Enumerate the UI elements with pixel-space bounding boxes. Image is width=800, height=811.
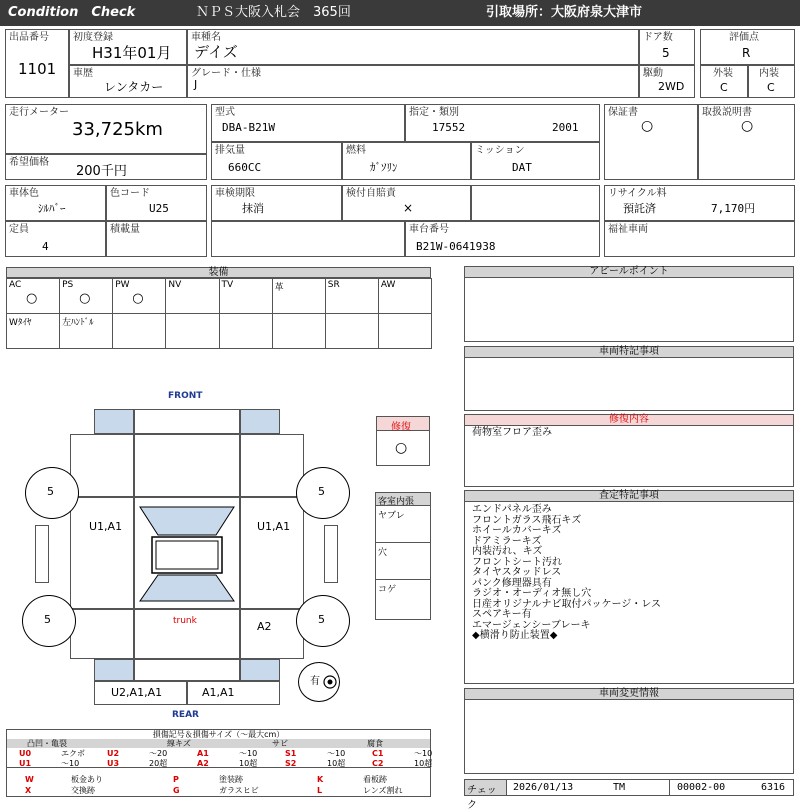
mission-label: ミッション — [475, 145, 525, 156]
change-info-title: 車両変更情報 — [599, 688, 659, 699]
equipment-cell — [325, 278, 379, 314]
equipment-title: 装備 — [208, 267, 229, 278]
tire-rear-right-value: 5 — [318, 613, 325, 626]
lot-number-cell — [5, 29, 69, 98]
first-registration-value: H31年01月 — [92, 44, 172, 62]
panel-trunk — [134, 609, 240, 659]
equipment-cell — [378, 278, 432, 314]
insurance-value: × — [403, 201, 414, 215]
cabin-item-burn-label: コゲ — [378, 585, 397, 595]
legend-code: U3 — [107, 759, 120, 768]
mission-value: DAT — [512, 161, 532, 174]
equipment-grid — [6, 278, 431, 348]
panel-rear-center — [134, 659, 240, 681]
blank-cell-chassis-left — [211, 221, 405, 257]
designation-label: 指定・類別 — [409, 107, 459, 118]
equipment-label: PW — [115, 280, 130, 290]
tire-front-left-value: 5 — [47, 485, 54, 498]
equipment-value: ○ — [132, 291, 144, 306]
displacement-value: 660CC — [228, 161, 262, 174]
panel-front-right-fender — [240, 434, 304, 497]
inspection-note-line: フロントシート汚れ — [472, 556, 562, 568]
tire-rear-right — [296, 595, 350, 647]
vehicle-notes-box — [464, 346, 794, 411]
model-type-label: 型式 — [215, 107, 235, 118]
inspection-note-line: エマージェンシーブレーキ — [472, 619, 591, 631]
legend-row-3 — [7, 774, 430, 784]
repair-content-title: 修復内容 — [609, 414, 649, 425]
legend-text: 看板跡 — [363, 775, 387, 784]
legend-text: ～10 — [61, 759, 80, 768]
rear-bumper-left-damage: U2,A1,A1 — [111, 686, 163, 699]
equipment-cell — [272, 313, 326, 349]
legend-group-label: サビ — [272, 739, 288, 748]
legend-group-label: 線キズ — [167, 739, 191, 748]
check-date: 2026/01/13 — [513, 782, 574, 793]
color-code-cell — [106, 185, 207, 221]
history-label: 車歴 — [73, 68, 93, 79]
drive-cell — [639, 65, 695, 98]
repair-content-header — [465, 415, 793, 426]
legend-group-label: 凸凹・亀裂 — [27, 739, 67, 748]
odometer-cell — [5, 104, 207, 154]
cabin-glass — [134, 497, 240, 609]
right-mirror — [324, 525, 338, 583]
drive-label: 駆動 — [643, 68, 663, 79]
model-name-cell — [187, 29, 639, 65]
inspection-expiry-label: 車検期限 — [215, 188, 255, 199]
panel-rear-left-corner — [94, 659, 134, 681]
trunk-label: trunk — [173, 616, 197, 626]
damage-legend — [6, 729, 431, 797]
model-name-value: デイズ — [194, 43, 238, 61]
color-code-label: 色コード — [110, 188, 150, 199]
check-footer — [464, 779, 794, 811]
inspection-expiry-value: 抹消 — [242, 202, 264, 215]
legend-group-label: 腐食 — [367, 739, 383, 748]
left-mirror — [35, 525, 49, 583]
legend-text: 20超 — [149, 759, 168, 768]
change-info-header — [465, 689, 793, 700]
body-color-value: ｼﾙﾊﾞｰ — [38, 202, 66, 215]
inspection-note-line: ラジオ・オーディオ無し穴 — [472, 588, 592, 599]
chassis-number-label: 車台番号 — [409, 224, 449, 235]
first-registration-label: 初度登録 — [73, 32, 113, 43]
warranty-label: 保証書 — [608, 107, 638, 118]
equipment-label: PS — [62, 280, 74, 290]
welfare-vehicle-cell — [604, 221, 795, 257]
legend-text: レンズ割れ — [363, 786, 403, 795]
equipment-cell — [378, 313, 432, 349]
panel-left-doors — [70, 497, 134, 609]
tire-rear-left-value: 5 — [44, 613, 51, 626]
legend-text: エクボ — [61, 749, 85, 758]
inspection-note-line: ホイールカバーキズ — [472, 525, 562, 536]
equipment-label: Wﾀｲﾔ — [9, 318, 32, 328]
equipment-cell — [6, 313, 60, 349]
recycle-fee-value: 7,170円 — [711, 202, 756, 215]
equipment-label: TV — [221, 280, 234, 290]
footer-divider — [669, 780, 670, 795]
legend-group-row — [7, 739, 430, 748]
check-label-cell — [465, 780, 507, 811]
legend-code: P — [173, 775, 179, 784]
legend-code: C2 — [372, 759, 384, 768]
panel-rear-bumper-right — [187, 681, 280, 705]
manual-cell — [698, 104, 795, 180]
auction-title: ＮＰＳ大阪入札会 365回 — [196, 5, 351, 20]
load-capacity-label: 積載量 — [110, 224, 140, 235]
legend-text: 交換跡 — [71, 786, 95, 795]
inspection-notes-title: 査定特記事項 — [599, 490, 659, 501]
grade-cell — [187, 65, 639, 98]
repair-content-box — [464, 414, 794, 487]
panel-rear-right-quarter — [240, 609, 304, 659]
exterior-label: 外装 — [713, 68, 733, 79]
doors-label: ドア数 — [643, 32, 673, 43]
legend-text: 塗装跡 — [219, 775, 243, 784]
legend-row-2 — [7, 758, 433, 768]
warranty-cell — [604, 104, 698, 180]
equipment-label: 左ﾊﾝﾄﾞﾙ — [62, 318, 94, 328]
odometer-label: 走行メーター — [9, 107, 69, 118]
rear-label: REAR — [172, 710, 199, 720]
legend-text: ガラスヒビ — [219, 786, 259, 795]
equipment-label: SR — [327, 280, 340, 290]
panel-cabin — [134, 497, 240, 609]
front-label: FRONT — [168, 391, 203, 401]
check-code: 00002-00 — [677, 782, 726, 793]
panel-rear-left-quarter — [70, 609, 134, 659]
legend-code: S1 — [285, 749, 297, 758]
spare-tire-icon — [323, 675, 337, 689]
cabin-item-burn — [376, 580, 430, 619]
lot-number-value: 1101 — [18, 60, 57, 78]
legend-title: 損傷記号＆損傷サイズ（～最大cm） — [152, 730, 285, 739]
inspection-notes-header — [465, 491, 793, 502]
legend-text: ～10 — [239, 749, 258, 758]
repair-header — [377, 417, 429, 431]
cabin-item-hole-label: 穴 — [378, 548, 388, 558]
inspection-note-line: フロントガラス飛石キズ — [472, 514, 582, 526]
chassis-number-cell — [405, 221, 600, 257]
model-type-value: DBA-B21W — [222, 121, 275, 134]
rear-bumper-right-damage: A1,A1 — [202, 686, 235, 699]
grade-value: J — [194, 78, 198, 91]
legend-title-row — [7, 730, 430, 739]
recycle-fee-label: リサイクル料 — [608, 188, 667, 199]
brand-title: Condition Check — [8, 5, 136, 20]
legend-row-4 — [7, 785, 430, 795]
equipment-label: NV — [168, 280, 182, 290]
appeal-points-header — [465, 267, 793, 278]
legend-code: K — [317, 775, 324, 784]
inspection-note-line: パンク修理器具有 — [472, 577, 552, 589]
legend-code: U2 — [107, 749, 120, 758]
score-cell — [700, 29, 795, 65]
repair-value: ○ — [395, 440, 408, 456]
legend-code: W — [25, 775, 34, 784]
warranty-value: ○ — [641, 118, 654, 134]
manual-value: ○ — [741, 118, 754, 134]
legend-code: U0 — [19, 749, 32, 758]
fuel-label: 燃料 — [346, 145, 366, 156]
cabin-item-tear-label: ヤブレ — [378, 511, 405, 521]
history-value: レンタカー — [104, 80, 164, 94]
pickup-location: 引取場所：大阪府泉大津市 — [486, 5, 643, 20]
equipment-cell — [59, 278, 113, 314]
recycle-status: 預託済 — [623, 202, 656, 215]
legend-text: 10超 — [239, 759, 258, 768]
right-front-damage: U1,A1 — [257, 520, 291, 533]
equipment-cell — [6, 278, 60, 314]
legend-code: U1 — [19, 759, 32, 768]
color-code-value: U25 — [149, 202, 169, 215]
capacity-cell — [5, 221, 106, 257]
inspection-note-line: 内装汚れ、キズ — [472, 546, 543, 557]
panel-front-bumper — [134, 409, 240, 434]
appeal-points-title: アピールポイント — [589, 266, 669, 277]
displacement-cell — [211, 142, 342, 180]
panel-front-left-corner — [94, 409, 134, 434]
rear-right-damage: A2 — [257, 620, 272, 633]
legend-text: ～10 — [327, 749, 346, 758]
inspection-notes-box — [464, 490, 794, 684]
panel-front-left-fender — [70, 434, 134, 497]
legend-text: 10超 — [327, 759, 346, 768]
displacement-label: 排気量 — [215, 145, 245, 156]
manual-label: 取扱説明書 — [702, 107, 752, 118]
designation-value-2: 2001 — [552, 121, 579, 134]
check-staff: TM — [613, 782, 626, 793]
legend-code: L — [317, 786, 323, 795]
left-front-damage: U1,A1 — [89, 520, 123, 533]
legend-code: A1 — [197, 749, 209, 758]
cabin-item-hole — [376, 543, 430, 580]
tire-front-right — [296, 467, 350, 519]
tire-front-left — [25, 467, 79, 519]
repair-content-text: 荷物室フロア歪み — [472, 427, 552, 438]
load-capacity-cell — [106, 221, 207, 257]
welfare-vehicle-label: 福祉車両 — [608, 224, 648, 235]
panel-right-doors — [240, 497, 304, 609]
price-value: 200千円 — [76, 164, 127, 179]
panel-rear-right-corner — [240, 659, 280, 681]
equipment-label: AW — [380, 280, 396, 290]
equipment-cell — [165, 278, 219, 314]
interior-label: 内装 — [759, 68, 779, 79]
insurance-cell — [342, 185, 471, 221]
check-number: 6316 — [761, 782, 786, 793]
inspection-note-line: エンドパネル歪み — [472, 504, 552, 515]
recycle-fee-cell — [604, 185, 795, 221]
inspection-note-line: スペアキー有 — [472, 609, 532, 620]
equipment-cell — [112, 313, 166, 349]
vehicle-notes-title: 車両特記事項 — [599, 346, 659, 357]
model-name-label: 車種名 — [191, 32, 221, 43]
panel-rear-bumper-left — [94, 681, 187, 705]
drive-value: 2WD — [658, 80, 685, 93]
equipment-cell — [272, 278, 326, 314]
score-value: R — [742, 46, 751, 60]
legend-code: X — [25, 786, 32, 795]
cabin-lining-header — [376, 493, 430, 506]
legend-code: A2 — [197, 759, 209, 768]
legend-code: S2 — [285, 759, 297, 768]
inspection-expiry-cell — [211, 185, 342, 221]
equipment-cell — [59, 313, 113, 349]
inspection-note-line: ◆横滑り防止装置◆ — [472, 630, 558, 641]
mission-cell — [471, 142, 600, 180]
designation-value-1: 17552 — [432, 121, 466, 134]
tire-rear-left — [22, 595, 76, 647]
panel-front-right-corner — [240, 409, 280, 434]
equipment-header — [6, 267, 431, 278]
legend-text: ～10 — [414, 749, 433, 758]
capacity-label: 定員 — [9, 224, 29, 235]
tire-front-right-value: 5 — [318, 485, 325, 498]
price-cell — [5, 154, 207, 180]
body-color-cell — [5, 185, 106, 221]
cabin-item-tear — [376, 506, 430, 543]
appeal-points-box — [464, 266, 794, 342]
designation-cell — [405, 104, 600, 142]
doors-cell — [639, 29, 695, 65]
vehicle-notes-header — [465, 347, 793, 358]
exterior-cell — [700, 65, 748, 98]
exterior-value: C — [720, 81, 728, 94]
change-info-box — [464, 688, 794, 774]
cabin-lining-title: 客室内張 — [378, 497, 415, 507]
legend-code: C1 — [372, 749, 384, 758]
first-registration-cell — [69, 29, 187, 65]
repair-title: 修復 — [391, 422, 411, 433]
fuel-value: ｶﾞｿﾘﾝ — [370, 161, 398, 174]
inspection-note-line: 日産オリジナルナビ取付パッケージ・レス — [472, 598, 661, 610]
check-label: チェック — [467, 785, 497, 811]
insurance-label: 検付自賠責 — [346, 188, 396, 199]
equipment-label: 革 — [274, 283, 284, 293]
blank-cell-row3 — [471, 185, 600, 221]
history-cell — [69, 65, 187, 98]
equipment-cell — [112, 278, 166, 314]
fuel-cell — [342, 142, 471, 180]
equipment-label: AC — [9, 280, 22, 290]
equipment-value: ○ — [79, 291, 91, 306]
legend-row-1 — [7, 748, 433, 758]
inspection-note-line: ドアミラーキズ — [472, 535, 542, 547]
legend-text: ～20 — [149, 749, 168, 758]
capacity-value: 4 — [42, 240, 49, 253]
odometer-value: 33,725km — [72, 119, 163, 140]
inspection-note-line: タイヤスタッドレス — [472, 567, 562, 578]
equipment-cell — [219, 278, 273, 314]
panel-hood — [134, 434, 240, 497]
interior-value: C — [767, 81, 775, 94]
price-label: 希望価格 — [9, 157, 49, 168]
score-label: 評価点 — [729, 32, 759, 43]
interior-cell — [748, 65, 795, 98]
chassis-number-value: B21W-0641938 — [416, 240, 496, 253]
legend-text: 10超 — [414, 759, 433, 768]
legend-text: 板金あり — [71, 775, 103, 784]
body-color-label: 車体色 — [9, 188, 39, 199]
cabin-lining-box — [375, 492, 431, 620]
equipment-value: ○ — [26, 291, 38, 306]
header-bar — [0, 0, 800, 26]
lot-number-label: 出品番号 — [9, 32, 49, 43]
repair-box — [376, 416, 430, 466]
equipment-cell — [325, 313, 379, 349]
doors-value: 5 — [662, 46, 670, 60]
spare-tire-label: 有 — [310, 676, 320, 687]
model-type-cell — [211, 104, 405, 142]
equipment-cell — [219, 313, 273, 349]
equipment-cell — [165, 313, 219, 349]
spare-tire — [298, 662, 340, 702]
legend-code: G — [173, 786, 180, 795]
grade-label: グレード・仕様 — [191, 68, 261, 79]
